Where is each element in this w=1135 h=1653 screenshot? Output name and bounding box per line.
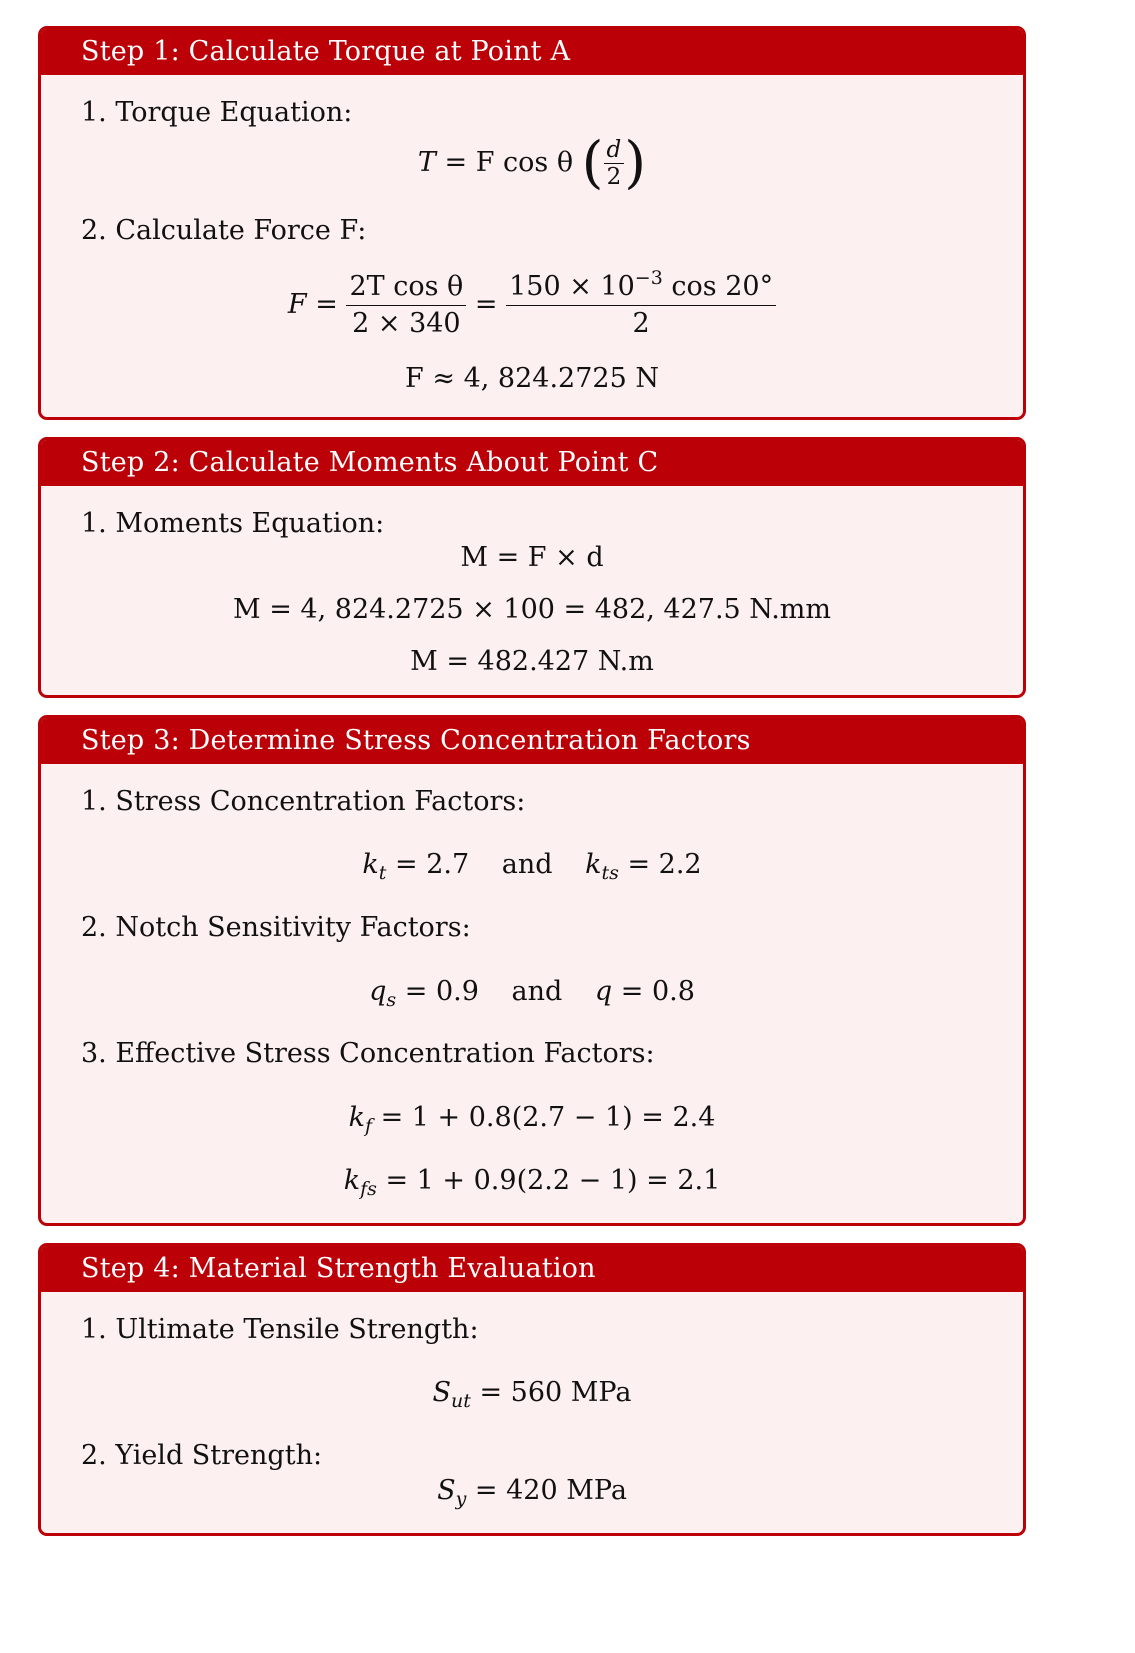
sy-equation (41, 1475, 1023, 1510)
sy-rest: = 420 MPa (466, 1475, 627, 1506)
sy-symbol: S (437, 1475, 456, 1506)
step-4-item-1: 1. Ultimate Tensile Strength: (81, 1314, 479, 1345)
kt-value: = 2.7 (386, 849, 470, 880)
kt-symbol: k (362, 849, 379, 880)
kfs-equation (41, 1165, 1023, 1200)
sy-sub: y (455, 1488, 467, 1510)
torque-fraction (604, 137, 625, 190)
qs-value: = 0.9 (396, 976, 479, 1007)
step-2-item-1: 1. Moments Equation: (81, 508, 385, 539)
step-1-title: Step 1: Calculate Torque at Point A (41, 29, 1023, 75)
torque-rhs: F cos θ (475, 147, 574, 178)
torque-frac-den: 2 (606, 164, 622, 190)
and-word-1: and (501, 849, 553, 880)
step-4-title: Step 4: Material Strength Evaluation (41, 1246, 1023, 1292)
moment-equation-3: M = 482.427 N.m (410, 646, 654, 677)
step-3-item-2: 2. Notch Sensitivity Factors: (81, 912, 471, 943)
kf-sub: f (364, 1115, 372, 1137)
kf-equation (41, 1102, 1023, 1137)
force-eq-sign: = (474, 289, 498, 320)
force-equation (41, 269, 1023, 342)
torque-lhs: T (417, 147, 436, 178)
kf-rest: = 1 + 0.8(2.7 − 1) = 2.4 (372, 1102, 716, 1133)
moment-equation-2: M = 4, 824.2725 × 100 = 482, 427.5 N.mm (233, 594, 831, 625)
force-result: F ≈ 4, 824.2725 N (405, 363, 659, 394)
torque-equation (41, 130, 1023, 196)
step-1-box (38, 26, 1026, 420)
kts-symbol: k (585, 849, 602, 880)
force-lhs: F = (287, 289, 338, 320)
kt-sub: t (378, 862, 387, 884)
step-3-item-3: 3. Effective Stress Concentration Factors: (81, 1038, 655, 1069)
force-frac2-num-tail: cos 20° (662, 271, 774, 302)
force-fraction-1 (346, 269, 466, 342)
sut-symbol: S (432, 1377, 451, 1408)
step-4-box (38, 1243, 1026, 1536)
force-frac2-den: 2 (632, 308, 650, 339)
force-frac2-num-base: 150 × 10 (509, 271, 635, 302)
torque-eq-sign: = (444, 147, 468, 178)
kts-value: = 2.2 (618, 849, 702, 880)
notch-sensitivity-equation (41, 976, 1023, 1011)
qs-sub: s (386, 989, 397, 1011)
q-value: = 0.8 (612, 976, 695, 1007)
sut-sub: ut (451, 1390, 471, 1412)
left-paren: ( (581, 130, 604, 196)
force-fraction-2 (506, 269, 776, 342)
step-2-title: Step 2: Calculate Moments About Point C (41, 440, 1023, 486)
step-4-item-2: 2. Yield Strength: (81, 1440, 323, 1471)
sut-equation (41, 1377, 1023, 1412)
step-2-box (38, 437, 1026, 698)
and-word-2: and (511, 976, 563, 1007)
kf-symbol: k (348, 1102, 365, 1133)
kfs-sub: fs (360, 1178, 377, 1200)
kts-sub: ts (601, 862, 619, 884)
q-symbol: q (594, 976, 613, 1007)
step-3-box (38, 715, 1026, 1226)
stress-conc-equation (41, 849, 1023, 884)
moment-equation-1: M = F × d (460, 542, 604, 573)
step-3-title: Step 3: Determine Stress Concentration Factors (41, 718, 1023, 764)
right-paren: ) (624, 130, 647, 196)
kfs-rest: = 1 + 0.9(2.2 − 1) = 2.1 (376, 1165, 721, 1196)
force-frac1-den: 2 × 340 (352, 308, 461, 339)
step-1-item-2: 2. Calculate Force F: (81, 215, 367, 246)
kfs-symbol: k (343, 1165, 361, 1196)
sut-rest: = 560 MPa (470, 1377, 632, 1408)
force-frac2-num-exp: −3 (634, 267, 663, 289)
qs-symbol: q (369, 976, 387, 1007)
force-frac1-num: 2T cos θ (346, 269, 466, 306)
step-1-item-1: 1. Torque Equation: (81, 97, 353, 128)
torque-frac-num: d (604, 137, 625, 164)
force-frac2-num (506, 269, 776, 306)
step-3-item-1: 1. Stress Concentration Factors: (81, 786, 526, 817)
